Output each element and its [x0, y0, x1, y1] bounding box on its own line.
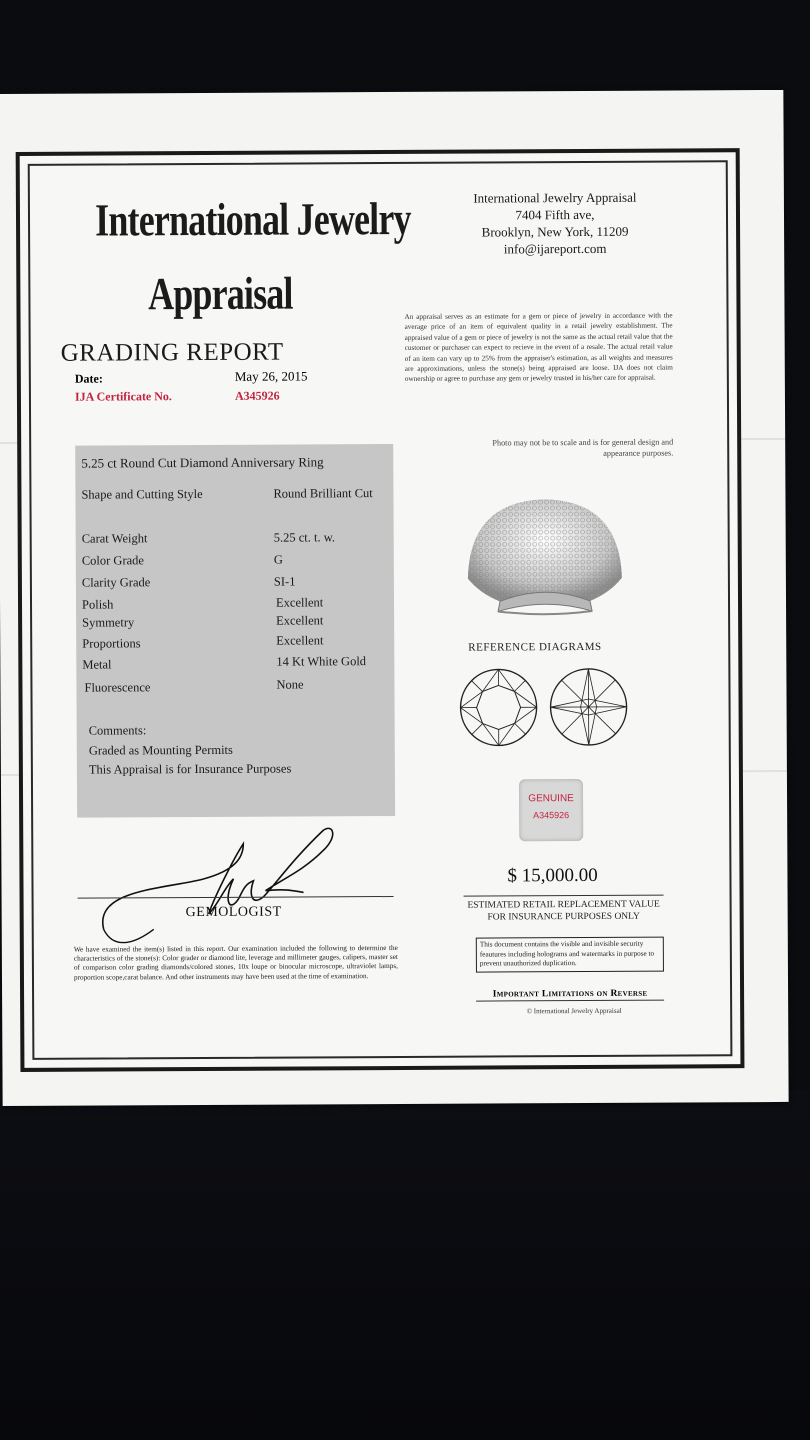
- row-label: Fluorescence: [84, 680, 151, 695]
- item-title: 5.25 ct Round Cut Diamond Anniversary Ring: [81, 454, 324, 471]
- copyright-text: © International Jewelry Appraisal: [526, 1006, 622, 1016]
- appraisal-certificate: [0, 90, 789, 1106]
- company-address: International Jewelry Appraisal 7404 Fifth ave, Brooklyn, New York, 11209 info@ijareport.com: [430, 188, 680, 257]
- row-label: Metal: [82, 657, 112, 672]
- row-value: Excellent: [276, 613, 324, 628]
- appraised-value: $ 15,000.00: [507, 864, 598, 887]
- certificate-number: A345926: [234, 388, 280, 403]
- row-label: Proportions: [82, 636, 141, 651]
- comment-line: Graded as Mounting Permits: [88, 742, 233, 758]
- row-label: Shape and Cutting Style: [81, 486, 203, 502]
- genuine-hologram-seal: [519, 779, 583, 841]
- row-value: Excellent: [276, 633, 324, 648]
- comment-line: This Appraisal is for Insurance Purposes: [88, 761, 292, 777]
- email-text: info@ijareport.com: [503, 240, 607, 257]
- row-value: SI-1: [273, 574, 296, 589]
- row-label: Color Grade: [81, 553, 144, 568]
- comments-label: Comments:: [88, 723, 147, 738]
- certificate-border: [16, 148, 745, 1072]
- details-panel: [75, 444, 395, 818]
- ring-photo: [459, 493, 630, 624]
- date-label: Date:: [74, 371, 103, 386]
- gemologist-label: GEMOLOGIST: [185, 904, 282, 921]
- brand-title: International Jewelry Appraisal: [95, 192, 411, 319]
- row-value: Round Brilliant Cut: [273, 486, 373, 501]
- row-value: G: [273, 552, 283, 567]
- row-value: Excellent: [275, 595, 324, 610]
- limitations-note: Important Limitations on Reverse: [476, 989, 664, 1002]
- row-value: None: [276, 677, 304, 692]
- photo-note: Photo may not be to scale and is for general design and appearance purposes.: [492, 437, 674, 458]
- diamond-pavilion-diagram: [546, 665, 630, 749]
- row-label: Polish: [81, 597, 114, 612]
- gemologist-signature: [93, 818, 354, 949]
- examination-statement: We have examined the item(s) listed in this report. Our examination included the following to determine the characteristics of the stone(s): Color grader or diamond lite, leverage and millimeter gauges, calipers, master set of comparison color grading diamonds/colored stones, 10x loupe or binocular microscope, ultraviolet lamps, proportion scope,carat balance. And other instruments may have been used at the time of examination.: [73, 943, 398, 982]
- security-notice: This document contains the visible and invisible security feautures including holograms and watermarks in purpose to prevent unauthorized duplication.: [476, 937, 664, 972]
- row-value: 14 Kt White Gold: [276, 654, 367, 669]
- row-label: Clarity Grade: [81, 575, 151, 590]
- reference-diagrams-title: REFERENCE DIAGRAMS: [468, 640, 602, 654]
- row-label: Carat Weight: [81, 531, 148, 546]
- row-label: Symmetry: [82, 615, 135, 630]
- certificate-label: IJA Certificate No.: [74, 389, 172, 404]
- report-title: GRADING REPORT: [60, 338, 284, 367]
- date-value: May 26, 2015: [234, 368, 308, 384]
- seal-label: GENUINE: [528, 793, 574, 805]
- row-value: 5.25 ct. t. w.: [273, 530, 336, 545]
- diamond-crown-diagram: [456, 665, 540, 749]
- seal-code: A345926: [533, 810, 570, 821]
- appraisal-disclaimer: An appraisal serves as an estimate for a gem or piece of jewelry in accordance with the average price of an item of equivalent quality in a retail jewelry establishment. The appraised value of a gem or piece of jewelry is not the same as the actual retail value that the customer or purchaser can expect to recieve in the event of a resale. The actual retail value of an item can vary up to 25% from the appraiser's estimation, as all weights and measures are approximations, unless the stone(s) being appraised are loose. IJA does not claim ownership or agree to purchase any gem or jewelry trusted in his/her care for appraisal.: [404, 311, 673, 384]
- dark-background: [0, 1090, 810, 1440]
- valuation-caption: ESTIMATED RETAIL REPLACEMENT VALUE FOR INSURANCE PURPOSES ONLY: [467, 899, 660, 923]
